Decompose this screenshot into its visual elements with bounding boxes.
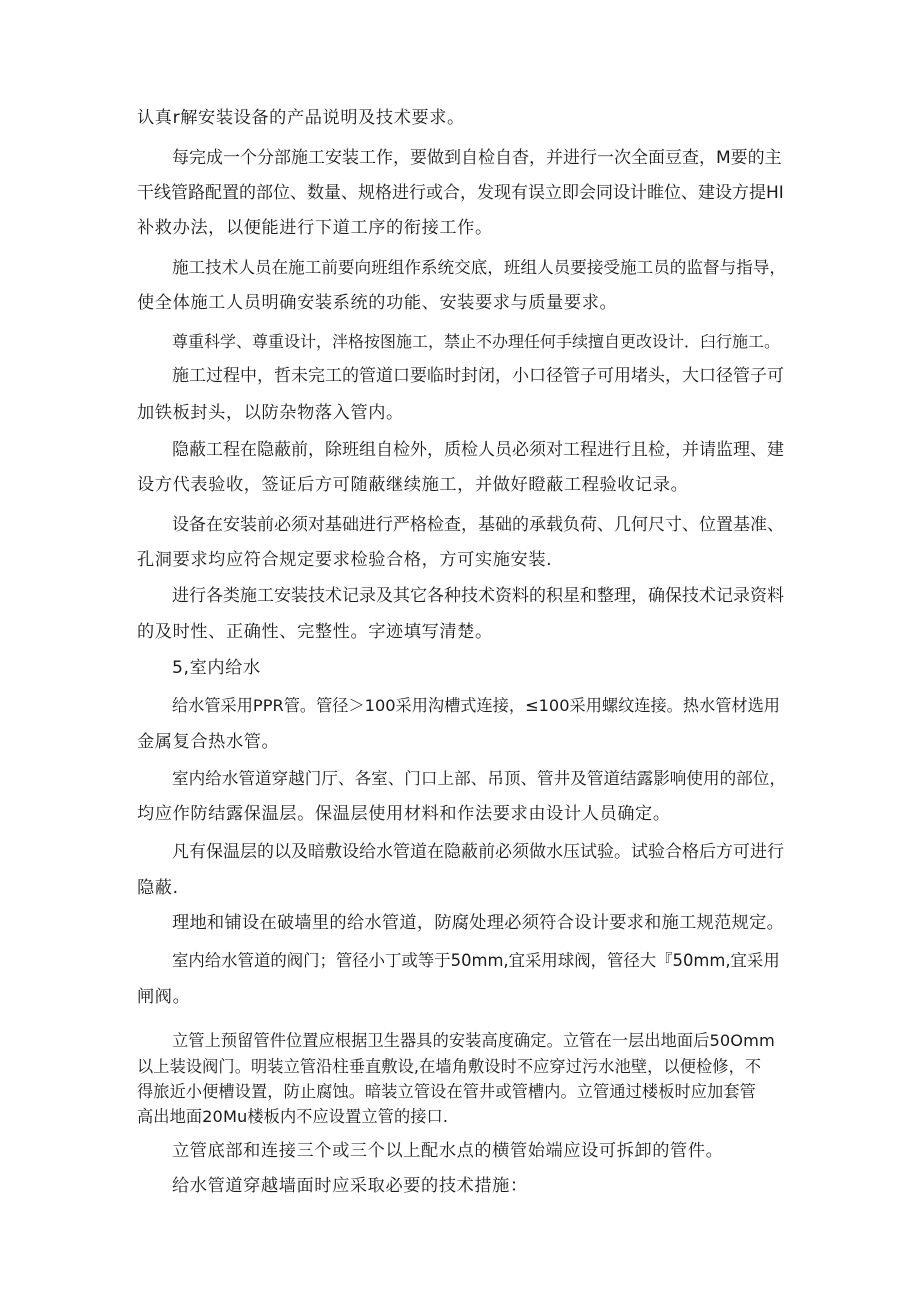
text-line: 理地和铺设在破墙里的给水管道，防腐处理必须符合设计要求和施工规范规定。: [172, 913, 785, 933]
text-line: 干线管路配置的部位、数量、规格进行或合，发现有误立即会同设计睢位、建设方提HI: [137, 183, 784, 203]
text-line: 室内给水管道穿越门厅、各室、门口上部、吊顶、管井及管道结露影响使用的部位，: [172, 769, 786, 788]
text-line: 给水管道穿越墙面时应采取必要的技术措施：: [172, 1176, 528, 1196]
text-line: 闸阀。: [137, 987, 191, 1007]
text-line: 每完成一个分部施工安装工作，要做到自检自杳，并进行一次全面豆查，M要的主: [172, 148, 782, 168]
section-heading: 5,室内给水: [172, 658, 261, 678]
text-line: 金属复合热水管。: [137, 732, 280, 752]
text-line: 设方代表验收，签证后方可随蔽继续施工，并做好瞪蔽工程验收记录。: [137, 475, 689, 495]
text-line: 尊重科学、尊重设计，泮格按图施工，禁止不办理任何手续擅自更改设计．臼行施工。: [172, 332, 781, 351]
text-line: 隐蔽.: [137, 878, 179, 898]
text-line: 进行各类施工安装技术记录及其它各种技术资料的积星和整理，确保技术记录资料: [172, 586, 784, 606]
text-line: 给水管采用PPR管。管径＞100采用沟槽式连接，≤100采用螺纹连接。热水管材选用: [172, 696, 780, 715]
text-line: 隐蔽工程在隐蔽前，除班组自检外，质检人员必须对工程进行且检，并请监理、建: [172, 440, 784, 460]
text-line: 加铁板封头，以防杂物落入管内。: [137, 403, 404, 423]
text-line: 凡有保温层的以及暗敷设给水管道在隐蔽前必须做水压试验。试验合格后方可进行: [172, 842, 784, 862]
text-line: 均应作防结露保温层。保温层使用材料和作法要求由设计人员确定。: [137, 804, 671, 824]
text-line: 使全体施工人员明确安装系统的功能、安装要求与质量要求。: [137, 293, 618, 313]
text-line: 得旅近小便槽设置，防止腐蚀。暗装立管设在管井或管槽内。立管通过楼板时应加套管: [137, 1082, 756, 1101]
text-line: 的及时性、正确性、完整性。字迹填写清楚。: [137, 622, 493, 642]
text-line: 立管上预留管件位置应根据卫生器具的安装高度确定。立管在一层出地面后50Omm: [172, 1031, 775, 1050]
text-line: 室内给水管道的阀门；管径小丁或等于50mm,宜采用球阀，管径大『50mm,宜采用: [172, 951, 780, 970]
text-line: 设备在安装前必须对基础进行严格检查，基础的承载负荷、几何尺寸、位置基准、: [172, 515, 784, 535]
text-line: 立管底部和连接三个或三个以上配水点的横管始端应设可拆卸的管件。: [172, 1141, 724, 1161]
text-line: 高出地面20Mu楼板内不应设置立管的接口.: [137, 1107, 449, 1126]
text-line: 认真r解安装设备的产品说明及技术要求。: [137, 108, 465, 128]
text-line: 施工技术人员在施工前要向班组作系统交底，班组人员要接受施工员的监督与指导，: [172, 258, 786, 277]
text-line: 孔洞要求均应符合规定要求检验合格，方可实施安装.: [137, 550, 553, 570]
text-line: 补救办法，以便能进行下道工序的衔接工作。: [137, 218, 493, 238]
text-line: 以上装设阀门。明装立管沿柱垂直敷设,在墙角敷设时不应穿过污水池壁，以便检修，不: [137, 1057, 762, 1076]
text-line: 施工过程中，哲未完工的管道口要临时封闭，小口径管子可用堵头，大口径管子可: [172, 366, 784, 386]
